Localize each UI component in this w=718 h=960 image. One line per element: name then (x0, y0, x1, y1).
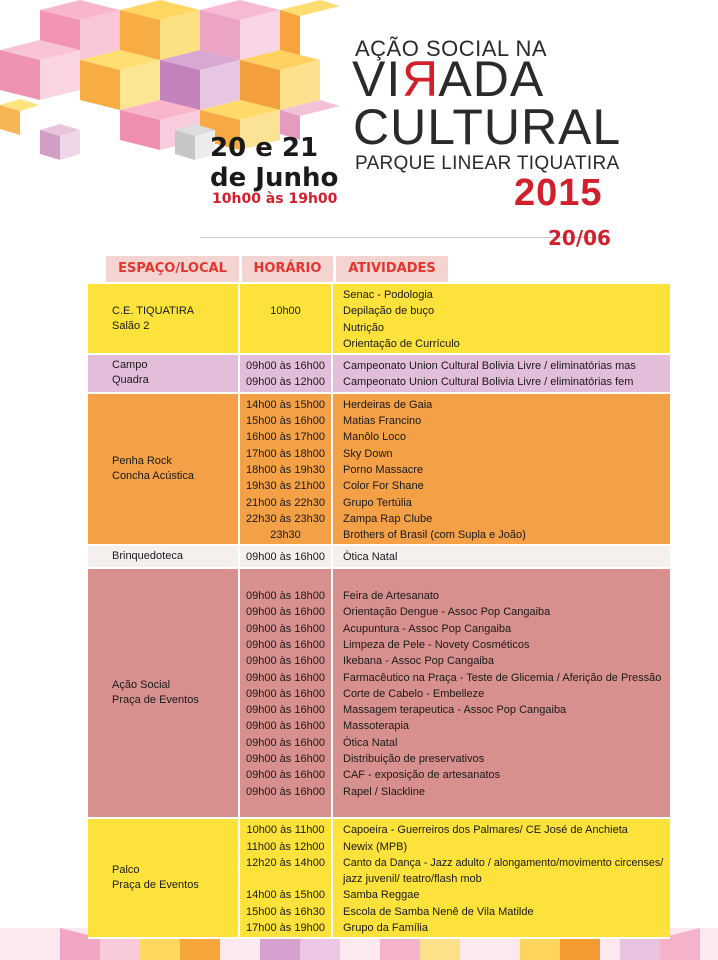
event-location: PARQUE LINEAR TIQUATIRA (355, 153, 620, 174)
activity-label: Orientação de Currículo (343, 337, 460, 350)
activity-label: CAF - exposição de artesanatos (343, 769, 501, 782)
activity-text (343, 904, 670, 920)
time-cell (240, 355, 333, 392)
time-text: 14h00 às 15h00 (246, 398, 325, 411)
event-title-cultural: CULTURAL (353, 99, 622, 155)
title-mirrored-r: R (401, 51, 439, 107)
header-divider (200, 237, 595, 238)
time-text: 09h00 às 16h00 (246, 360, 325, 373)
event-subtitle: AÇÃO SOCIAL NA (355, 36, 548, 61)
activities-cell (333, 819, 670, 937)
event-hours: 10h00 às 19h00 (212, 191, 338, 207)
location-text: C.E. TIQUATIRA (112, 304, 195, 317)
schedule-section (88, 819, 670, 939)
time-text: 09h00 às 16h00 (246, 704, 325, 717)
time-text: 17h00 às 18h00 (246, 447, 325, 460)
activity-text (343, 800, 670, 816)
activity-label: Campeonato Union Cultural Bolivia Livre / eliminatórias mas (343, 360, 636, 373)
activity-label: Samba Reggae (343, 889, 420, 902)
event-dates-line2: de Junho (210, 163, 339, 193)
location-cell (88, 355, 240, 392)
activity-text (343, 751, 670, 767)
activities-cell (333, 569, 670, 818)
time-text: 10h00 às 11h00 (246, 824, 325, 837)
activity-label: Ikebana - Assoc Pop Cangaiba (343, 655, 495, 668)
activity-text (343, 495, 670, 511)
activity-label: Grupo Tertúlia (343, 496, 412, 509)
activity-text (343, 320, 670, 336)
time-text (240, 572, 331, 588)
location-cell (88, 394, 240, 545)
location-cell (88, 284, 240, 353)
activity-text (343, 855, 670, 871)
activities-cell (333, 546, 670, 566)
activity-text (343, 637, 670, 653)
time-text: 22h30 às 23h30 (246, 512, 325, 525)
activity-text (343, 478, 670, 494)
activity-text (343, 686, 670, 702)
time-text: 09h00 às 16h00 (246, 785, 325, 798)
location-text: Praça de Eventos (112, 879, 199, 892)
location-cell (88, 546, 240, 566)
activity-label: Porno Massacre (343, 463, 424, 476)
activity-text (343, 604, 670, 620)
activity-label: Nutrição (343, 321, 384, 334)
time-text (240, 320, 331, 336)
event-dates-line1: 20 e 21 (210, 133, 319, 163)
location-text: Penha Rock (112, 455, 172, 468)
time-text: 09h00 às 16h00 (246, 638, 325, 651)
activity-text (343, 527, 670, 543)
activity-text (343, 653, 670, 669)
activity-label: Brothers of Brasil (com Supla e João) (343, 529, 526, 542)
activity-text (343, 429, 670, 445)
activity-label: Distribuição de preservativos (343, 753, 485, 766)
time-text: 15h00 às 16h30 (246, 905, 325, 918)
day-label: 20/06 (548, 226, 611, 250)
time-text: 10h00 (270, 305, 301, 318)
activity-label: jazz juvenil/ teatro/flash mob (343, 873, 482, 886)
time-cell (240, 284, 333, 353)
time-text: 14h00 às 15h00 (246, 889, 325, 902)
time-text: 18h00 às 19h30 (246, 463, 325, 476)
time-text: 09h00 às 16h00 (246, 606, 325, 619)
activity-text (343, 446, 670, 462)
activity-label: Massoterapia (343, 720, 410, 733)
schedule-section (88, 394, 670, 547)
activity-text (343, 572, 670, 588)
schedule-section (88, 284, 670, 355)
title-part2: ADA (438, 51, 545, 107)
activities-cell (333, 394, 670, 545)
activity-label: Matias Francino (343, 415, 422, 428)
activity-label: Rapel / Slackline (343, 785, 425, 798)
time-text: 23h30 (270, 529, 301, 542)
event-title-virada (352, 52, 544, 106)
activity-label: Limpeza de Pele - Novety Cosméticos (343, 638, 530, 651)
location-text: Palco (112, 864, 140, 877)
column-header-time: HORÁRIO (242, 256, 333, 282)
schedule-section (88, 355, 670, 394)
time-cell (240, 546, 333, 566)
activity-text (343, 767, 670, 783)
time-text: 09h00 às 16h00 (246, 655, 325, 668)
time-text: 09h00 às 18h00 (246, 590, 325, 603)
activity-text (343, 358, 670, 374)
activity-text (343, 588, 670, 604)
activity-label: Newix (MPB) (343, 840, 408, 853)
activity-text (343, 287, 670, 303)
time-text (240, 871, 331, 887)
activity-label: Acupuntura - Assoc Pop Cangaiba (343, 622, 512, 635)
activity-label: Sky Down (343, 447, 393, 460)
activity-label: Grupo da Família (343, 922, 428, 935)
activity-label: Massagem terapeutica - Assoc Pop Cangaiba (343, 704, 567, 717)
event-year: 2015 (514, 172, 603, 214)
time-text: 09h00 às 16h00 (246, 687, 325, 700)
location-text: Praça de Eventos (112, 694, 199, 707)
time-text: 17h00 às 19h00 (246, 922, 325, 935)
activity-label: Òtica Natal (343, 551, 398, 564)
activity-text (343, 303, 670, 319)
column-header-activities: ATIVIDADES (336, 256, 448, 282)
time-cell (240, 569, 333, 818)
time-text: 19h30 às 21h00 (246, 480, 325, 493)
time-cell (240, 394, 333, 545)
time-text: 21h00 às 22h30 (246, 496, 325, 509)
activity-label: Zampa Rap Clube (343, 512, 433, 525)
location-cell (88, 819, 240, 937)
time-text: 09h00 às 16h00 (246, 720, 325, 733)
time-text: 11h00 às 12h00 (246, 840, 325, 853)
time-text (240, 287, 331, 303)
column-header-location: ESPAÇO/LOCAL (106, 256, 239, 282)
activity-label: Depilação de buço (343, 305, 435, 318)
location-cell (88, 569, 240, 818)
time-text: 15h00 às 16h00 (246, 415, 325, 428)
activity-label: Feira de Artesanato (343, 590, 440, 603)
schedule-section (88, 546, 670, 568)
location-text: Ação Social (112, 679, 171, 692)
time-text: 16h00 às 17h00 (246, 431, 325, 444)
activity-label: Orientação Dengue - Assoc Pop Cangaiba (343, 606, 551, 619)
time-text: 12h20 às 14h00 (246, 856, 325, 869)
location-text: Concha Acústica (112, 470, 194, 483)
activity-text (343, 511, 670, 527)
time-text: 09h00 às 16h00 (246, 551, 325, 564)
location-text: Salão 2 (112, 319, 150, 332)
location-text: Brinquedoteca (112, 550, 183, 563)
schedule-section (88, 569, 670, 820)
activity-label: Corte de Cabelo - Embelleze (343, 687, 485, 700)
time-cell (240, 819, 333, 937)
time-text: 09h00 às 16h00 (246, 622, 325, 635)
location-text: Campo (112, 359, 148, 372)
activity-text (343, 839, 670, 855)
activity-label: Capoeira - Guerreiros dos Palmares/ CE José de Anchieta (343, 824, 628, 837)
activity-text (343, 718, 670, 734)
activity-label: Herdeiras de Gaia (343, 398, 433, 411)
activity-label: Manôlo Loco (343, 431, 406, 444)
activity-label: Farmacêutico na Praça - Teste de Glicemia / Aferição de Pressão (343, 671, 662, 684)
activities-cell (333, 355, 670, 392)
activity-text (343, 462, 670, 478)
activities-cell (333, 284, 670, 353)
schedule-table (88, 284, 670, 939)
activity-text (343, 397, 670, 413)
title-part1: VI (352, 51, 402, 107)
time-text: 09h00 às 16h00 (246, 671, 325, 684)
activity-text (343, 549, 670, 565)
activity-label: Canto da Dança - Jazz adulto / alongamento/movimento circenses/ (343, 856, 664, 869)
activity-text (343, 784, 670, 800)
time-text: 09h00 às 12h00 (246, 376, 325, 389)
event-dates (210, 133, 338, 193)
time-text: 09h00 às 16h00 (246, 769, 325, 782)
activity-text (343, 871, 670, 887)
activity-text (343, 887, 670, 903)
activity-text (343, 413, 670, 429)
time-text: 09h00 às 16h00 (246, 753, 325, 766)
activity-text (343, 336, 670, 352)
activity-text (343, 702, 670, 718)
activity-label: Senac - Podologia (343, 289, 433, 301)
activity-text (343, 822, 670, 838)
activity-label: Campeonato Union Cultural Bolivia Livre / eliminatórias fem (343, 376, 634, 389)
time-text (240, 800, 331, 816)
activity-text (343, 920, 670, 936)
activity-text (343, 374, 670, 390)
time-text: 09h00 às 16h00 (246, 736, 325, 749)
activity-text (343, 735, 670, 751)
activity-text (343, 670, 670, 686)
location-text: Quadra (112, 374, 149, 387)
activity-label: Òtica Natal (343, 736, 398, 749)
activity-text (343, 621, 670, 637)
activity-label: Color For Shane (343, 480, 424, 493)
activity-label: Escola de Samba Nenê de Vila Matilde (343, 905, 534, 918)
